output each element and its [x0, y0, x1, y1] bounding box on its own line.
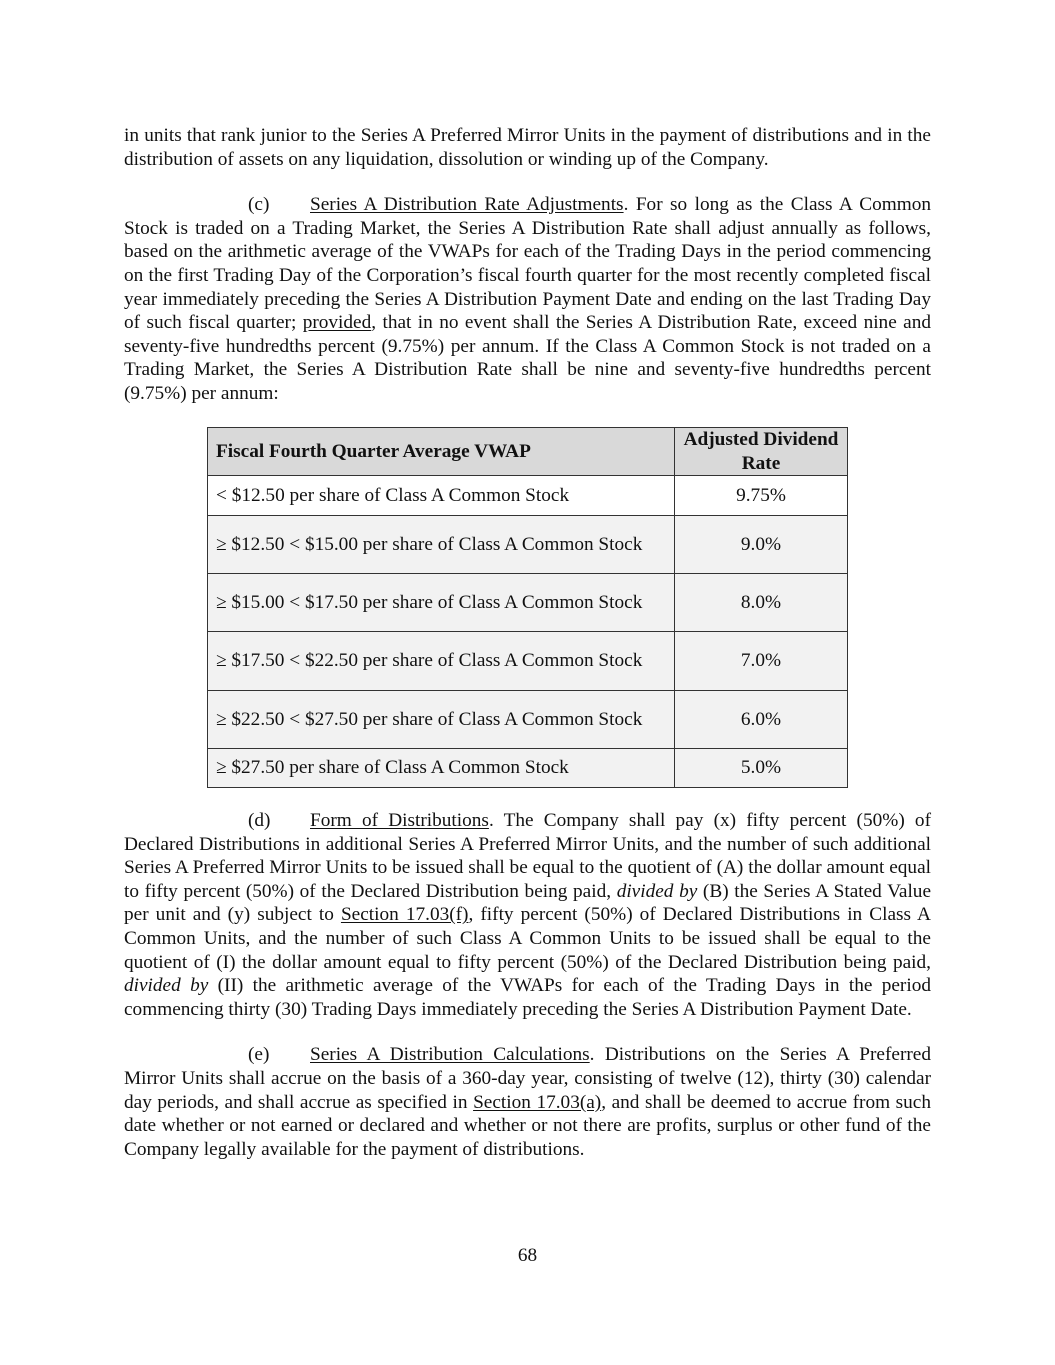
- table-row: [208, 574, 848, 632]
- section-d-text-2: (B) the Series A Stated Value per unit and (y) subject to: [124, 880, 931, 926]
- row-range: ≥ $22.50 < $27.50 per share of Class A Common Stock: [208, 691, 675, 749]
- section-d-label: (d): [248, 810, 271, 831]
- row-rate: 9.75%: [675, 476, 848, 516]
- section-d-text-3: , fifty percent (50%) of Declared Distributions in Class A Common Units, and the number of such Class A Common Units to be issued shall be equal to the quotient of (I) the dollar amount equal to fifty percent (50%) of the Declared Distribution being paid,: [124, 904, 931, 973]
- section-d-text-4: (II) the arithmetic average of the VWAPs for each of the Trading Days in the period commencing thirty (30) Trading Days immediately preceding the Series A Distribution Payment Date.: [124, 975, 931, 1020]
- section-c-paragraph: [124, 193, 931, 405]
- row-rate: 9.0%: [675, 516, 848, 574]
- document-page: [124, 124, 931, 406]
- row-rate: 7.0%: [675, 632, 848, 691]
- distribution-rate-table: [207, 427, 848, 788]
- document-page-lower: [124, 809, 931, 1161]
- section-d-text-1: . The Company shall pay (x) fifty percent (50%) of Declared Distributions in additional Series A Preferred Mirror Units, and the number of such additional Series A Preferred Mirror Units to be issued shall be equal to the quotient of (A) the dollar amount equal to fifty percent (50%) of the Declared Distribution being paid,: [124, 810, 931, 902]
- intro-paragraph: in units that rank junior to the Series A Preferred Mirror Units in the payment of distributions and in the distribution of assets on any liquidation, dissolution or winding up of the Company.: [124, 125, 931, 170]
- section-e-ref: Section 17.03(a): [473, 1091, 602, 1113]
- table-row: [208, 516, 848, 574]
- divided-by-term-2: divided by: [124, 975, 209, 997]
- divided-by-term-1: divided by: [616, 880, 698, 902]
- page-number: 68: [517, 1245, 538, 1266]
- section-c-text-1: . For so long as the Class A Common Stock is traded on a Trading Market, the Series A Distribution Rate shall adjust annually as follows, based on the arithmetic average of the VWAPs for each of the Trading Days in the period commencing on the first Trading Day of the Corporation’s fiscal fourth quarter for the most recently completed fiscal year immediately preceding the Series A Distribution Payment Date and ending on the last Trading Day of such fiscal quarter;: [124, 194, 931, 334]
- row-rate: 8.0%: [675, 574, 848, 632]
- row-rate: 6.0%: [675, 691, 848, 749]
- table-row: [208, 476, 848, 516]
- section-e-label: (e): [248, 1044, 270, 1066]
- section-d-ref: Section 17.03(f): [340, 904, 469, 926]
- section-e-paragraph: [124, 1043, 931, 1161]
- row-range: < $12.50 per share of Class A Common Stock: [208, 476, 675, 516]
- row-range: ≥ $12.50 < $15.00 per share of Class A Common Stock: [208, 516, 675, 574]
- row-range: ≥ $17.50 < $22.50 per share of Class A Common Stock: [208, 632, 675, 691]
- section-d-heading: Form of Distributions: [310, 810, 489, 831]
- section-e-heading: Series A Distribution Calculations: [310, 1044, 590, 1066]
- row-rate: 5.0%: [675, 749, 848, 788]
- table-row: [208, 691, 848, 749]
- table-row: [208, 749, 848, 788]
- row-range: ≥ $27.50 per share of Class A Common Stock: [208, 749, 675, 788]
- section-d-paragraph: [124, 809, 931, 1021]
- section-c-text-2: , that in no event shall the Series A Distribution Rate, exceed nine and seventy-five hundredths percent (9.75%) per annum. If the Class A Common Stock is not traded on a Trading Market, the Series A Distribution Rate shall be nine and seventy-five hundredths percent (9.75%) per annum:: [124, 312, 931, 404]
- table-row: [208, 632, 848, 691]
- section-e-text-2: , and shall be deemed to accrue from such date whether or not earned or declared and whether or not there are profits, surplus or other fund of the Company legally available for the payment of distributions.: [124, 1091, 932, 1160]
- header-vwap: Fiscal Fourth Quarter Average VWAP: [208, 428, 675, 476]
- table-header-row: [208, 428, 848, 476]
- header-rate: Adjusted Dividend Rate: [675, 428, 848, 476]
- section-c-label: (c): [248, 194, 270, 216]
- row-range: ≥ $15.00 < $17.50 per share of Class A Common Stock: [208, 574, 675, 632]
- section-c-heading: Series A Distribution Rate Adjustments: [310, 194, 624, 216]
- section-e-text-1: . Distributions on the Series A Preferred Mirror Units shall accrue on the basis of a 360-day year, consisting of twelve (12), thirty (30) calendar day periods, and shall accrue as specified in: [124, 1044, 931, 1113]
- provided-term: provided: [302, 312, 372, 334]
